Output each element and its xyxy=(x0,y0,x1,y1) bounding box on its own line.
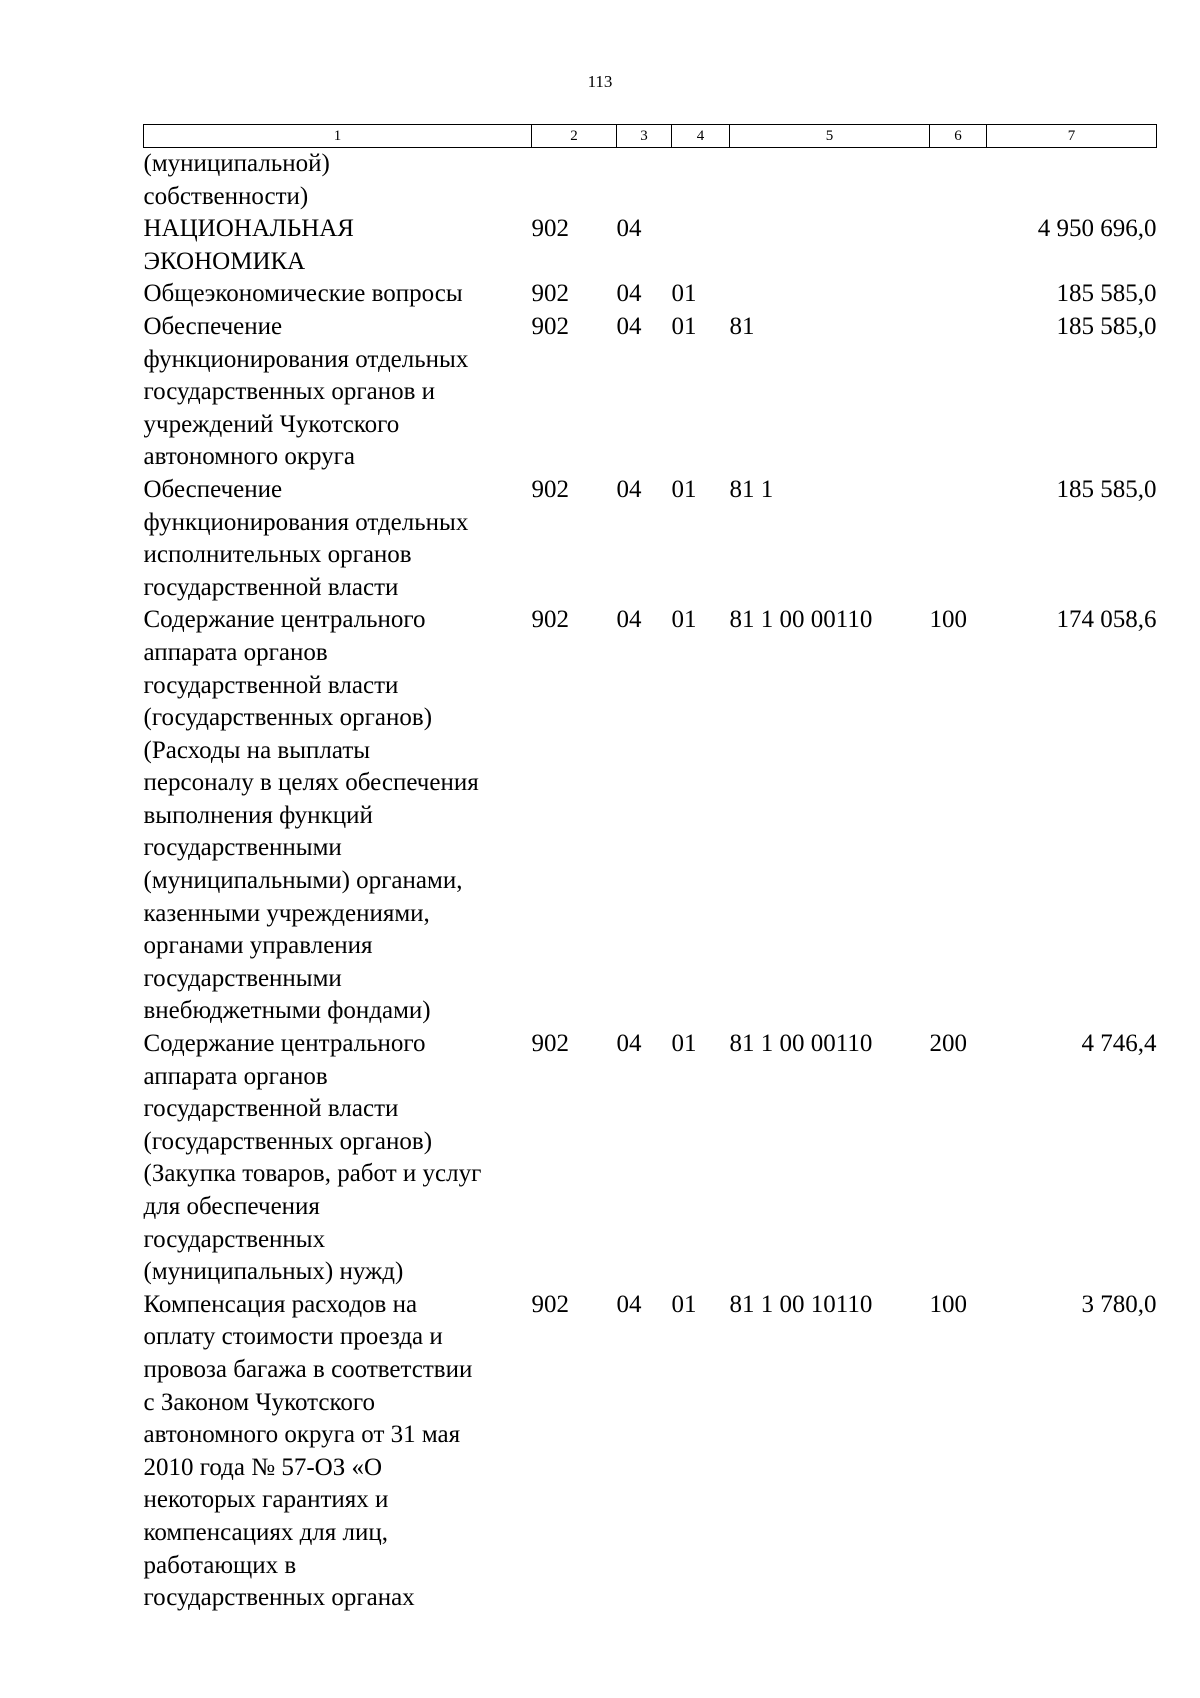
row-gr: 902 xyxy=(531,280,569,308)
row-pr xyxy=(672,213,730,278)
row-rz: 04 xyxy=(616,475,642,503)
row-pr: 01 xyxy=(671,606,697,634)
row-gr xyxy=(532,148,617,214)
row-name: НАЦИОНАЛЬНАЯ ЭКОНОМИКА xyxy=(143,215,354,275)
header-row xyxy=(144,125,1157,148)
table-row xyxy=(144,1289,1157,1615)
row-csr xyxy=(730,278,930,311)
row-csr xyxy=(730,148,930,214)
row-pr: 01 xyxy=(671,1290,697,1318)
row-name: Содержание центрального аппарата органов государственной власти (государственных органов) (Закупка товаров, работ и услуг для обеспечения государственных (муниципальных) нужд) xyxy=(143,1030,482,1286)
row-rz: 04 xyxy=(616,280,642,308)
row-pr: 01 xyxy=(671,1030,697,1058)
row-gr: 902 xyxy=(531,312,569,340)
row-gr: 902 xyxy=(531,606,569,634)
header-col-3: 3 xyxy=(617,125,672,148)
row-rz: 04 xyxy=(616,1030,642,1058)
row-name: Содержание центрального аппарата органов государственной власти (государственных органов) (Расходы на выплаты персоналу в целях обеспечения выполнения функций государственными (муниципальными) органами, казенными учреждениями, органами управления государственными внебюджетными фондами) xyxy=(143,606,479,1025)
table-row xyxy=(144,474,1157,604)
budget-table xyxy=(143,124,1157,1615)
row-name: Компенсация расходов на оплату стоимости проезда и провоза багажа в соответствии с Законом Чукотского автономного округа от 31 мая 2010 года № 57-ОЗ «О некоторых гарантиях и компенсациях для лиц, работающих в государственных органах xyxy=(143,1290,473,1612)
row-rz: 04 xyxy=(616,1290,642,1318)
row-csr: 81 1 00 00110 xyxy=(729,606,873,634)
row-rz: 04 xyxy=(616,312,642,340)
row-name: Обеспечение функционирования отдельных исполнительных органов государственной власти xyxy=(143,475,469,601)
row-sum: 4 950 696,0 xyxy=(1037,215,1157,243)
table-row xyxy=(144,213,1157,278)
row-vr xyxy=(930,148,987,214)
row-rz: 04 xyxy=(616,606,642,634)
table-row xyxy=(144,1028,1157,1289)
page-number: 113 xyxy=(587,72,613,91)
row-vr xyxy=(930,311,987,474)
row-sum xyxy=(987,148,1157,214)
row-sum: 185 585,0 xyxy=(1056,475,1157,503)
row-csr: 81 1 00 00110 xyxy=(729,1030,873,1058)
row-gr: 902 xyxy=(531,475,569,503)
row-name: Общеэкономические вопросы xyxy=(143,280,463,308)
row-pr xyxy=(672,148,730,214)
row-csr: 81 xyxy=(729,312,755,340)
header-col-7: 7 xyxy=(987,125,1157,148)
row-pr: 01 xyxy=(671,475,697,503)
row-vr: 200 xyxy=(929,1030,967,1058)
header-col-6: 6 xyxy=(930,125,987,148)
header-col-5: 5 xyxy=(730,125,930,148)
row-csr: 81 1 00 10110 xyxy=(729,1290,873,1318)
row-name: (муниципальной) собственности) xyxy=(143,150,330,210)
row-name: Обеспечение функционирования отдельных государственных органов и учреждений Чукотского автономного округа xyxy=(143,312,469,471)
table-header xyxy=(144,125,1157,148)
row-rz xyxy=(617,148,672,214)
table-row xyxy=(144,148,1157,214)
table-body xyxy=(144,148,1157,1615)
header-col-1: 1 xyxy=(144,125,532,148)
row-pr: 01 xyxy=(671,280,697,308)
header-col-4: 4 xyxy=(672,125,730,148)
row-sum: 174 058,6 xyxy=(1056,606,1157,634)
table-row xyxy=(144,311,1157,474)
row-sum: 3 780,0 xyxy=(1081,1290,1157,1318)
row-csr: 81 1 xyxy=(729,475,774,503)
row-vr xyxy=(930,278,987,311)
row-gr: 902 xyxy=(531,1290,569,1318)
row-sum: 4 746,4 xyxy=(1081,1030,1157,1058)
row-vr: 100 xyxy=(929,1290,967,1318)
table-row xyxy=(144,604,1157,1028)
row-csr xyxy=(730,213,930,278)
row-gr: 902 xyxy=(531,215,569,243)
row-vr: 100 xyxy=(929,606,967,634)
row-rz: 04 xyxy=(616,215,642,243)
row-vr xyxy=(930,213,987,278)
row-sum: 185 585,0 xyxy=(1056,312,1157,340)
row-sum: 185 585,0 xyxy=(1056,280,1157,308)
table-row xyxy=(144,278,1157,311)
row-gr: 902 xyxy=(531,1030,569,1058)
row-vr xyxy=(930,474,987,604)
row-pr: 01 xyxy=(671,312,697,340)
header-col-2: 2 xyxy=(532,125,617,148)
